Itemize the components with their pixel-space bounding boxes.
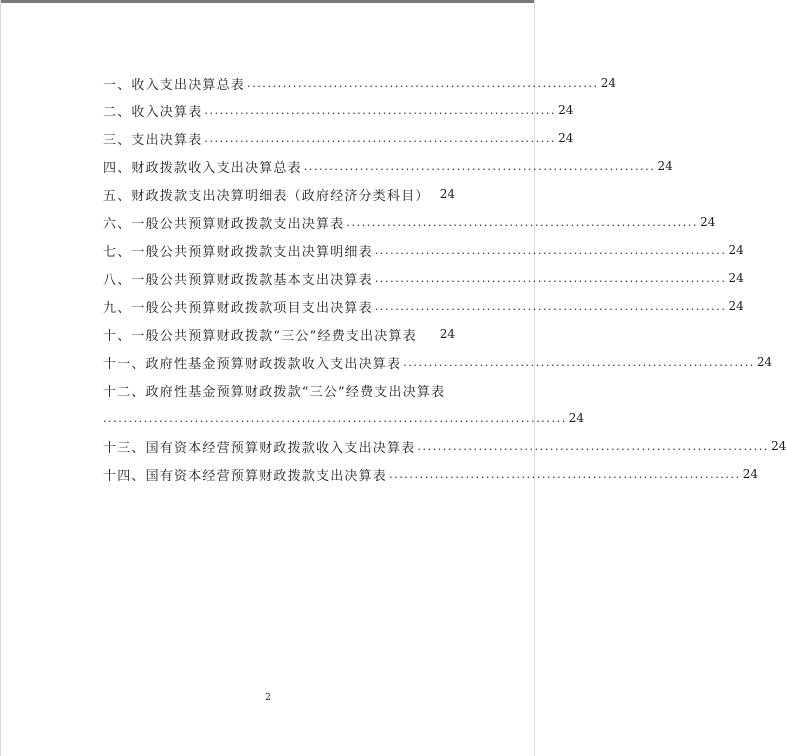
toc-entry-page: 24 — [728, 243, 744, 257]
toc-entry-11[interactable] — [103, 353, 773, 372]
toc-leader-dots: ..................................................................... — [204, 131, 557, 145]
toc-entry-5[interactable] — [103, 185, 455, 203]
toc-entry-4[interactable] — [103, 157, 673, 176]
toc-leader-dots: ..................................................................... — [374, 243, 727, 257]
toc-entry-page: 24 — [728, 299, 744, 313]
toc-leader-dots: ..................................................................... — [204, 103, 557, 117]
toc-entry-page: 24 — [568, 411, 585, 425]
toc-entry-title: 十四、国有资本经营预算财政拨款支出决算表 — [103, 468, 388, 484]
toc-entry-title: 九、一般公共预算财政拨款项目支出决算表 — [103, 300, 373, 316]
toc-entry-page: 24 — [439, 187, 455, 201]
document-left-border — [0, 0, 1, 756]
toc-entry-title: 八、一般公共预算财政拨款基本支出决算表 — [103, 272, 373, 288]
toc-entry-10[interactable] — [103, 325, 455, 343]
toc-entry-13[interactable] — [103, 437, 786, 456]
toc-leader-dots: ..................................................................... — [303, 159, 656, 173]
toc-leader-dots: ..................................................................... — [374, 299, 727, 313]
toc-entry-title: 十三、国有资本经营预算财政拨款收入支出决算表 — [103, 440, 416, 456]
toc-entry-title: 一、收入支出决算总表 — [103, 77, 246, 93]
toc-entry-title: 四、财政拨款收入支出决算总表 — [103, 160, 302, 176]
toc-leader-dots: ..................................................................... — [389, 467, 741, 481]
toc-entry-12[interactable] — [103, 381, 455, 399]
toc-entry-title: 二、收入决算表 — [103, 104, 203, 120]
document-top-border — [0, 0, 535, 3]
page-number: 2 — [265, 693, 271, 703]
toc-leader-dots: ..................................................................... — [417, 439, 770, 453]
toc-entry-7[interactable] — [103, 241, 744, 260]
toc-entry-3[interactable] — [103, 129, 574, 148]
toc-leader-dots: ..................................................................... — [403, 355, 755, 369]
toc-entry-page: 24 — [439, 327, 455, 341]
toc-entry-title: 十一、政府性基金预算财政拨款收入支出决算表 — [103, 356, 402, 372]
toc-entry-title: 七、一般公共预算财政拨款支出决算明细表 — [103, 244, 373, 260]
toc-leader-dots: ..................................................................... — [247, 76, 599, 90]
toc-entry-page: 24 — [700, 215, 716, 229]
toc-entry-page: 24 — [771, 439, 786, 453]
toc-entry-page: 24 — [728, 271, 744, 285]
toc-entry-1[interactable] — [103, 74, 616, 93]
toc-entry-page: 24 — [600, 76, 616, 90]
toc-entry-title: 三、支出决算表 — [103, 132, 203, 148]
toc-entry-title: 十、一般公共预算财政拨款“三公”经费支出决算表 — [103, 328, 417, 344]
toc-entry-8[interactable] — [103, 269, 744, 288]
toc-entry-12-continuation[interactable] — [103, 409, 585, 427]
toc-entry-2[interactable] — [103, 101, 574, 120]
toc-entry-6[interactable] — [103, 213, 716, 232]
toc-entry-page: 24 — [657, 159, 673, 173]
toc-entry-page: 24 — [742, 467, 758, 481]
toc-entry-9[interactable] — [103, 297, 744, 316]
toc-leader-dots: ..................................................................... — [346, 215, 699, 229]
toc-entry-title: 十二、政府性基金预算财政拨款“三公”经费支出决算表 — [103, 384, 446, 400]
toc-entry-page: 24 — [558, 103, 574, 117]
toc-leader-dots: ..................................................................... — [374, 271, 727, 285]
toc-entry-14[interactable] — [103, 465, 758, 484]
toc-entry-title: 五、财政拨款支出决算明细表（政府经济分类科目） — [103, 188, 430, 204]
toc-leader-dots: ........................................................................................... — [103, 411, 567, 425]
toc-entry-page: 24 — [756, 355, 773, 369]
toc-entry-page: 24 — [558, 131, 574, 145]
toc-entry-title: 六、一般公共预算财政拨款支出决算表 — [103, 216, 345, 232]
